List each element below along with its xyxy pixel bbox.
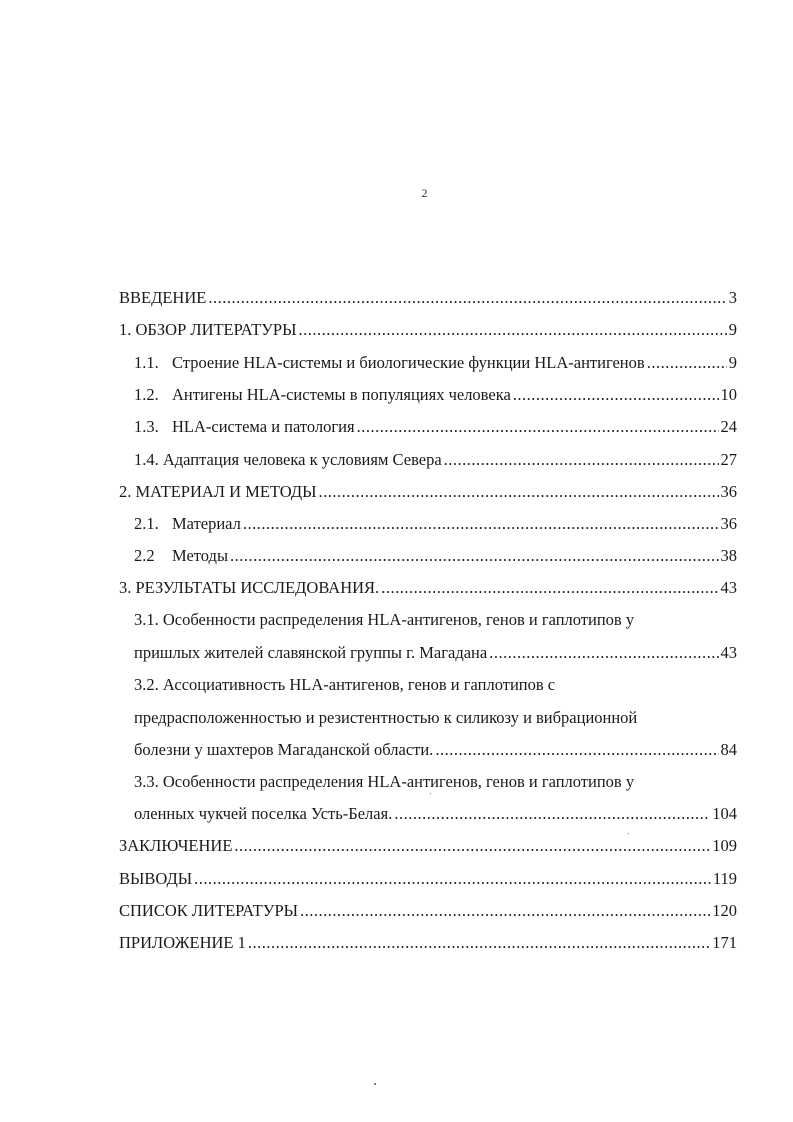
toc-entry-title: ВВЕДЕНИЕ xyxy=(119,288,207,307)
toc-entry-title: Методы xyxy=(172,546,229,565)
toc-entry-number: 1.2. xyxy=(134,385,159,404)
dot-leader xyxy=(248,933,710,953)
toc-entry-chapter-2[interactable] xyxy=(119,482,737,502)
toc-entry-page: 38 xyxy=(720,546,737,565)
toc-entry-section-3-3-line1[interactable]: 3.3. Особенности распределения HLA-антигенов, генов и гаплотипов у xyxy=(134,772,635,791)
toc-entry-page: 10 xyxy=(720,385,737,404)
dot-leader xyxy=(381,578,718,598)
scan-speck xyxy=(628,833,629,834)
dot-leader xyxy=(230,546,718,566)
toc-entry-page: 27 xyxy=(720,450,737,469)
dot-leader xyxy=(300,901,710,921)
toc-entry-section-3-2-line1[interactable]: 3.2. Ассоциативность HLA-антигенов, генов и гаплотипов с xyxy=(134,675,556,694)
dot-leader xyxy=(489,643,718,663)
toc-entry-number: 1.3. xyxy=(134,417,159,436)
toc-entry-intro[interactable] xyxy=(119,288,737,308)
toc-entry-page: 84 xyxy=(720,740,737,759)
toc-entry-page: 171 xyxy=(712,933,737,952)
toc-entry-title: СПИСОК ЛИТЕРАТУРЫ xyxy=(119,901,299,920)
toc-entry-chapter-3[interactable] xyxy=(119,578,737,598)
dot-leader xyxy=(299,320,727,340)
toc-entry-page: 119 xyxy=(712,869,737,888)
toc-entry-number: 2.1. xyxy=(134,514,159,533)
toc-entry-section-3-3[interactable] xyxy=(134,804,737,824)
toc-entry-title: Строение HLA-системы и биологические функции HLA-антигенов xyxy=(172,353,645,372)
toc-entry-conclusion[interactable] xyxy=(119,836,737,856)
scan-speck xyxy=(374,1083,376,1085)
dot-leader xyxy=(234,836,710,856)
toc-entry-number: 2.2 xyxy=(134,546,155,565)
toc-entry-title: ВЫВОДЫ xyxy=(119,869,193,888)
toc-entry-page: 9 xyxy=(728,320,737,339)
dot-leader xyxy=(435,740,718,760)
dot-leader xyxy=(194,869,711,889)
toc-entry-section-3-2[interactable] xyxy=(134,740,737,760)
toc-entry-title: пришлых жителей славянской группы г. Магадана xyxy=(134,643,488,662)
toc-entry-title: болезни у шахтеров Магаданской области. xyxy=(134,740,434,759)
toc-entry-section-1-4[interactable] xyxy=(134,450,737,470)
toc-entry-section-2-1[interactable] xyxy=(134,514,737,534)
toc-entry-references[interactable] xyxy=(119,901,737,921)
toc-entry-title: HLA-система и патология xyxy=(172,417,355,436)
dot-leader xyxy=(647,353,727,373)
toc-entry-page: 9 xyxy=(728,353,737,372)
dot-leader xyxy=(444,450,719,470)
toc-entry-page: 36 xyxy=(720,514,737,533)
toc-entry-title: 1.4. Адаптация человека к условиям Севера xyxy=(134,450,442,469)
toc-entry-title: Материал xyxy=(172,514,241,533)
dot-leader xyxy=(208,288,726,308)
dot-leader xyxy=(357,417,719,437)
page-number: 2 xyxy=(421,186,428,200)
toc-entry-findings[interactable] xyxy=(119,869,737,889)
toc-entry-page: 24 xyxy=(720,417,737,436)
toc-entry-page: 104 xyxy=(712,804,737,823)
toc-entry-title: 2. МАТЕРИАЛ И МЕТОДЫ xyxy=(119,482,317,501)
toc-entry-page: 120 xyxy=(712,901,737,920)
toc-entry-page: 43 xyxy=(720,643,737,662)
toc-entry-title: 1. ОБЗОР ЛИТЕРАТУРЫ xyxy=(119,320,297,339)
toc-entry-title: ПРИЛОЖЕНИЕ 1 xyxy=(119,933,246,952)
toc-entry-section-2-2[interactable] xyxy=(134,546,737,566)
toc-entry-page: 109 xyxy=(712,836,737,855)
toc-entry-number: 1.1. xyxy=(134,353,159,372)
toc-entry-section-1-1[interactable] xyxy=(134,353,737,373)
toc-entry-section-3-1-line1[interactable]: 3.1. Особенности распределения HLA-антигенов, генов и гаплотипов у xyxy=(134,610,635,629)
dot-leader xyxy=(394,804,710,824)
dot-leader xyxy=(319,482,719,502)
dot-leader xyxy=(243,514,719,534)
toc-entry-title: Антигены HLA-системы в популяциях человека xyxy=(172,385,511,404)
toc-entry-section-1-2[interactable] xyxy=(134,385,737,405)
toc-entry-title: оленных чукчей поселка Усть-Белая. xyxy=(134,804,393,823)
dot-leader xyxy=(513,385,719,405)
toc-entry-page: 36 xyxy=(720,482,737,501)
toc-entry-chapter-1[interactable] xyxy=(119,320,737,340)
scan-speck xyxy=(430,793,431,794)
toc-entry-appendix-1[interactable] xyxy=(119,933,737,953)
toc-entry-section-3-2-line2[interactable]: предрасположенностью и резистентностью к силикозу и вибрационной xyxy=(134,708,638,727)
toc-entry-page: 43 xyxy=(720,578,737,597)
toc-entry-section-3-1[interactable] xyxy=(134,643,737,663)
toc-entry-section-1-3[interactable] xyxy=(134,417,737,437)
toc-entry-title: 3. РЕЗУЛЬТАТЫ ИССЛЕДОВАНИЯ. xyxy=(119,578,380,597)
toc-entry-title: ЗАКЛЮЧЕНИЕ xyxy=(119,836,233,855)
toc-entry-page: 3 xyxy=(728,288,737,307)
